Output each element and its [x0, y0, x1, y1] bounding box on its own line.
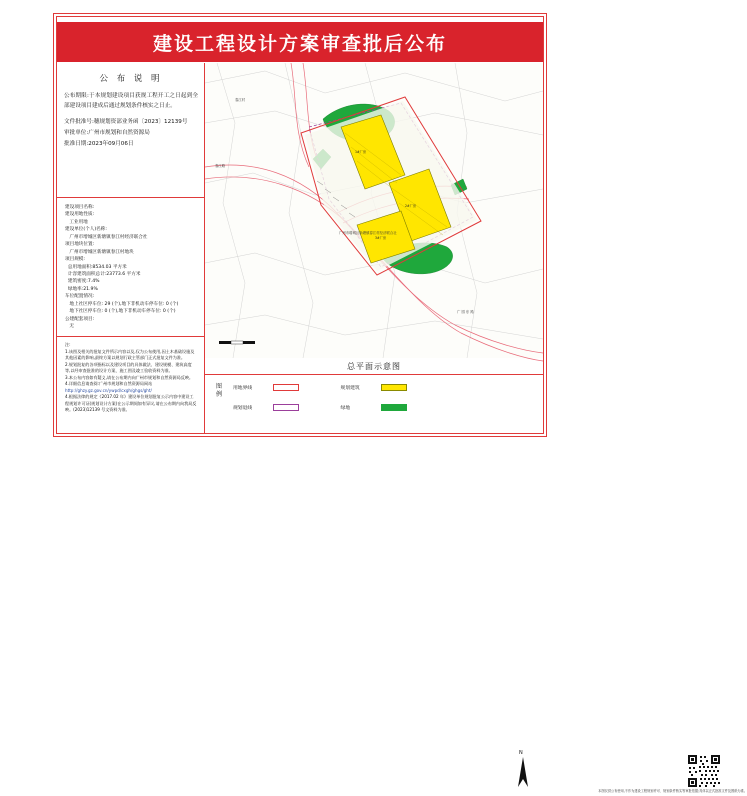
project-info-line: 项目规模:: [65, 257, 85, 263]
approve-date-label: 批准日期:: [64, 140, 89, 147]
project-info-line: 广州市增城区新塘镇春江村地块: [65, 249, 134, 255]
project-info-line: 地上社区停车位: 29 (个),地下非机动车停车位: 0 (个): [65, 301, 179, 307]
legend-items: [233, 380, 448, 414]
legend-item-boundary: [233, 384, 341, 391]
footnote-line: 3.本公布内容如有疑义,请在公布期内向广州市规划和自然资源局反映。: [65, 374, 194, 380]
notice-body: [64, 91, 198, 112]
project-info-line: 项目地块位置:: [65, 242, 95, 248]
map-disclaimer: 本图仅供公布使用,不作为建设工程规划许可、规划条件核实等审批依据;具体以正式批准文件及图纸为准。: [598, 789, 747, 793]
legend-item-building: [341, 384, 449, 391]
map-label-village: 春江村: [235, 98, 246, 102]
map-caption: 总平面示意图: [347, 361, 401, 371]
legend-item-building-label: 规划建筑: [340, 385, 360, 391]
project-info-line: 计容建筑面积总计:23773.6 平方米: [65, 271, 141, 277]
project-info-line: 工业用地: [65, 219, 88, 225]
legend-item-green-label: 绿地: [340, 405, 351, 411]
doc-number-value: 穗规划资部业务函〔2023〕12139号: [93, 118, 188, 125]
building-label-1: 1#厂房: [355, 150, 367, 154]
qr-code-icon: [687, 754, 721, 788]
footnote-line: 1.该图及相关的批复文件所示内容以及,仅为公布使用,因土木基础设施及其他因素的影响,最终方案以规划行政主管部门正式批复文件为准。: [65, 348, 195, 361]
footnote-lines: [65, 342, 197, 388]
page-title: [57, 22, 543, 62]
qr-code[interactable]: [687, 754, 721, 788]
legend-item-setback-label: 规划退线: [233, 405, 253, 411]
legend-item-boundary-label: 用地界线: [233, 385, 253, 391]
building-label-2: 2#厂房: [405, 204, 417, 208]
legend-item-setback: [233, 404, 341, 411]
authority-row: [64, 128, 198, 139]
site-plan-map[interactable]: [205, 63, 543, 358]
notice-box: [57, 63, 205, 198]
project-info-line: 总用地面积:8534.03 平方米: [65, 264, 127, 270]
footnote-line: 2.规划批复的各项指标以及建设项目的具体做法、建设规模、建筑高度等,以经审查批准的设计方案、施工图及竣工验收资料为准。: [65, 361, 192, 374]
approve-date-row: [64, 139, 198, 150]
footnote-line: 4.详细信息请查阅:广州市规划和自然资源局网站: [65, 381, 153, 387]
project-info-line: 车位配置情况:: [65, 294, 95, 300]
authority-label: 审批单位:: [64, 129, 89, 136]
notice-body-text: 于本规划建设项目获规工程开工之日起到全部建设项目建成后通过规划条件核实之日止。: [64, 93, 198, 110]
project-info-line: 公建配套项目:: [65, 316, 95, 322]
compass-rose: [505, 751, 541, 791]
doc-number-row: [64, 117, 198, 128]
doc-number-label: 文件批准号:: [64, 118, 94, 125]
compass-needle-icon: [505, 751, 541, 791]
footnote-line: 注:: [65, 342, 71, 347]
building-label-3: 3#厂房: [375, 236, 387, 240]
compass-north-label: N: [519, 750, 523, 756]
project-info-line: 建设单位(个人)名称:: [65, 227, 107, 233]
legend-swatch-boundary: [273, 384, 299, 391]
notice-body-label: 公布期限:: [64, 93, 89, 99]
legend-title: 图 例: [215, 383, 222, 399]
project-info-line: 建设用地性质:: [65, 212, 95, 218]
project-info-line: 建筑密度:7.4%: [65, 279, 100, 285]
footnotes-box: [57, 337, 205, 433]
footnote-url[interactable]: http://ghzy.gz.gov.cn/ywpd/cxgh/ghgs/ght/: [65, 387, 152, 393]
project-info-title: 建设项目名称:: [65, 205, 95, 210]
project-info-line: 广州市增城区新塘镇春江村经济联合社: [65, 234, 148, 240]
map-label-road-guangyuan: 广 园 东 路: [457, 310, 474, 314]
page-title-text: 建设工程设计方案审查批后公布: [152, 32, 447, 55]
legend-swatch-building: [381, 384, 407, 391]
map-label-project-owner: 广州市增城区新塘镇春江村经济联合社: [339, 231, 397, 235]
project-info-line: 绿地率:21.9%: [65, 286, 98, 292]
legend-item-green: [341, 404, 449, 411]
notice-heading: 公 布 说 明: [99, 74, 163, 84]
legend-swatch-green: [381, 404, 407, 411]
legend-swatch-setback: [273, 404, 299, 411]
site-plan-drawing: [205, 63, 543, 358]
project-info-line: 地下社区停车位: 0 (个),地下非机动车停车位: 0 (个): [65, 309, 176, 315]
legend-panel: [205, 374, 747, 793]
map-label-road-chunjiang: 春江路: [215, 164, 226, 168]
project-info-line: 无: [65, 324, 74, 329]
footnote-tail: 4.根据法律的规定《2017.02 年》建设单位规划批复公示内容中建设工程规划许可证(规划设计方案)在公示期间如有异议,请在公布期内向我局反映。(2023)12139 号文资料为准。: [65, 394, 197, 413]
authority-value: 广州市规划和自然资源局: [88, 129, 150, 136]
project-info-lines: [65, 211, 197, 330]
approve-date-value: 2023年09月06日: [88, 140, 134, 147]
project-info-box: [57, 198, 205, 337]
